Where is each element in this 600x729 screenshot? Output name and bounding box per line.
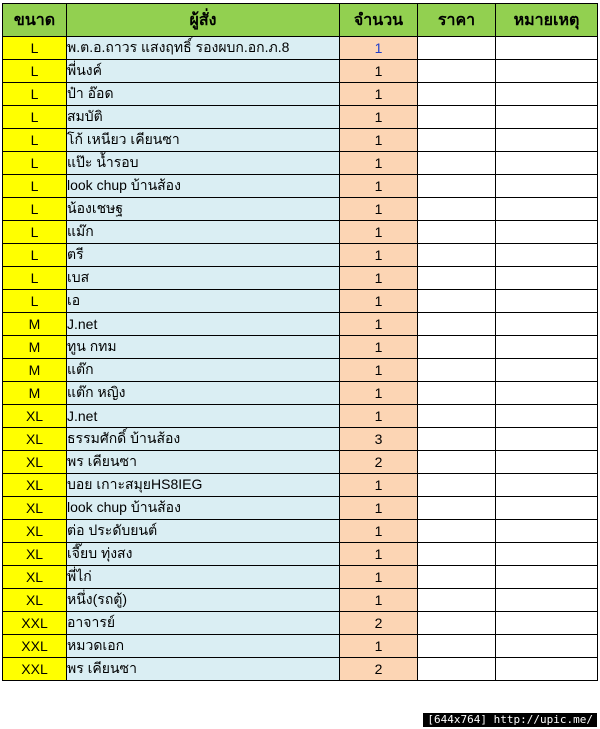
quantity-cell[interactable]: 1 bbox=[340, 497, 418, 520]
orderer-cell[interactable]: ต่อ ประดับยนต์ bbox=[67, 520, 340, 543]
quantity-cell[interactable]: 3 bbox=[340, 428, 418, 451]
size-cell[interactable]: XL bbox=[3, 543, 67, 566]
table-row bbox=[3, 336, 598, 359]
size-cell[interactable]: L bbox=[3, 175, 67, 198]
note-cell[interactable] bbox=[496, 313, 598, 336]
quantity-cell[interactable]: 1 bbox=[340, 359, 418, 382]
note-cell[interactable] bbox=[496, 175, 598, 198]
header-quantity[interactable]: จำนวน bbox=[340, 4, 418, 37]
price-cell[interactable] bbox=[418, 612, 496, 635]
upic-watermark: [644x764] http://upic.me/ bbox=[423, 713, 597, 727]
note-cell[interactable] bbox=[496, 520, 598, 543]
quantity-cell[interactable]: 1 bbox=[340, 635, 418, 658]
note-cell[interactable] bbox=[496, 474, 598, 497]
table-row bbox=[3, 589, 598, 612]
table-row bbox=[3, 451, 598, 474]
size-cell[interactable]: L bbox=[3, 290, 67, 313]
table-row bbox=[3, 106, 598, 129]
table-row bbox=[3, 129, 598, 152]
table-row bbox=[3, 566, 598, 589]
price-cell[interactable] bbox=[418, 497, 496, 520]
quantity-cell[interactable]: 1 bbox=[340, 83, 418, 106]
table-row bbox=[3, 405, 598, 428]
note-cell[interactable] bbox=[496, 198, 598, 221]
size-cell[interactable]: L bbox=[3, 37, 67, 60]
orderer-cell[interactable]: พี่ไก่ bbox=[67, 566, 340, 589]
quantity-cell[interactable]: 1 bbox=[340, 175, 418, 198]
note-cell[interactable] bbox=[496, 359, 598, 382]
quantity-cell[interactable]: 2 bbox=[340, 451, 418, 474]
note-cell[interactable] bbox=[496, 244, 598, 267]
price-cell[interactable] bbox=[418, 129, 496, 152]
header-note[interactable]: หมายเหตุ bbox=[496, 4, 598, 37]
table-row bbox=[3, 175, 598, 198]
quantity-cell[interactable]: 1 bbox=[340, 313, 418, 336]
size-cell[interactable]: L bbox=[3, 221, 67, 244]
quantity-cell[interactable]: 1 bbox=[340, 566, 418, 589]
price-cell[interactable] bbox=[418, 267, 496, 290]
orderer-cell[interactable]: แต๊ก หญิง bbox=[67, 382, 340, 405]
note-cell[interactable] bbox=[496, 267, 598, 290]
table-row bbox=[3, 244, 598, 267]
price-cell[interactable] bbox=[418, 175, 496, 198]
orderer-cell[interactable]: โก้ เหนียว เคียนซา bbox=[67, 129, 340, 152]
table-row bbox=[3, 543, 598, 566]
quantity-cell[interactable]: 1 bbox=[340, 382, 418, 405]
size-cell[interactable]: M bbox=[3, 359, 67, 382]
table-row bbox=[3, 428, 598, 451]
price-cell[interactable] bbox=[418, 221, 496, 244]
note-cell[interactable] bbox=[496, 336, 598, 359]
table-row bbox=[3, 497, 598, 520]
size-cell[interactable]: M bbox=[3, 336, 67, 359]
price-cell[interactable] bbox=[418, 106, 496, 129]
size-cell[interactable]: XXL bbox=[3, 635, 67, 658]
table-row bbox=[3, 635, 598, 658]
note-cell[interactable] bbox=[496, 658, 598, 681]
orderer-cell[interactable]: ตรี bbox=[67, 244, 340, 267]
quantity-cell[interactable]: 1 bbox=[340, 129, 418, 152]
price-cell[interactable] bbox=[418, 566, 496, 589]
orderer-cell[interactable]: อาจารย์ bbox=[67, 612, 340, 635]
table-row bbox=[3, 152, 598, 175]
quantity-cell[interactable]: 1 bbox=[340, 244, 418, 267]
quantity-cell[interactable]: 2 bbox=[340, 612, 418, 635]
quantity-cell[interactable]: 1 bbox=[340, 290, 418, 313]
table-row bbox=[3, 474, 598, 497]
size-cell[interactable]: XXL bbox=[3, 612, 67, 635]
table-row bbox=[3, 612, 598, 635]
note-cell[interactable] bbox=[496, 635, 598, 658]
size-cell[interactable]: L bbox=[3, 267, 67, 290]
orderer-cell[interactable]: J.net bbox=[67, 405, 340, 428]
quantity-cell[interactable]: 1 bbox=[340, 60, 418, 83]
note-cell[interactable] bbox=[496, 543, 598, 566]
price-cell[interactable] bbox=[418, 451, 496, 474]
size-cell[interactable]: L bbox=[3, 244, 67, 267]
note-cell[interactable] bbox=[496, 106, 598, 129]
header-size[interactable]: ขนาด bbox=[3, 4, 67, 37]
orderer-cell[interactable]: เอ bbox=[67, 290, 340, 313]
note-cell[interactable] bbox=[496, 589, 598, 612]
table-row bbox=[3, 60, 598, 83]
note-cell[interactable] bbox=[496, 37, 598, 60]
table-row bbox=[3, 198, 598, 221]
table-row bbox=[3, 290, 598, 313]
orderer-cell[interactable]: สมบัติ bbox=[67, 106, 340, 129]
note-cell[interactable] bbox=[496, 290, 598, 313]
note-cell[interactable] bbox=[496, 405, 598, 428]
price-cell[interactable] bbox=[418, 60, 496, 83]
price-cell[interactable] bbox=[418, 474, 496, 497]
price-cell[interactable] bbox=[418, 83, 496, 106]
price-cell[interactable] bbox=[418, 244, 496, 267]
table-body bbox=[3, 37, 598, 681]
note-cell[interactable] bbox=[496, 129, 598, 152]
orderer-cell[interactable]: พร เคียนซา bbox=[67, 658, 340, 681]
price-cell[interactable] bbox=[418, 428, 496, 451]
size-cell[interactable]: M bbox=[3, 313, 67, 336]
price-cell[interactable] bbox=[418, 198, 496, 221]
table-row bbox=[3, 359, 598, 382]
orderer-cell[interactable]: ทูน กทม bbox=[67, 336, 340, 359]
size-cell[interactable]: XL bbox=[3, 428, 67, 451]
orderer-cell[interactable]: น้องเชษฐ bbox=[67, 198, 340, 221]
quantity-cell[interactable]: 1 bbox=[340, 520, 418, 543]
size-cell[interactable]: L bbox=[3, 129, 67, 152]
table-row bbox=[3, 313, 598, 336]
price-cell[interactable] bbox=[418, 658, 496, 681]
size-cell[interactable]: L bbox=[3, 60, 67, 83]
size-cell[interactable]: L bbox=[3, 152, 67, 175]
orderer-cell[interactable]: look chup บ้านส้อง bbox=[67, 175, 340, 198]
note-cell[interactable] bbox=[496, 152, 598, 175]
note-cell[interactable] bbox=[496, 83, 598, 106]
note-cell[interactable] bbox=[496, 497, 598, 520]
header-price[interactable]: ราคา bbox=[418, 4, 496, 37]
table-row bbox=[3, 267, 598, 290]
price-cell[interactable] bbox=[418, 359, 496, 382]
table-row bbox=[3, 37, 598, 60]
note-cell[interactable] bbox=[496, 428, 598, 451]
note-cell[interactable] bbox=[496, 451, 598, 474]
size-cell[interactable]: XL bbox=[3, 451, 67, 474]
size-cell[interactable]: M bbox=[3, 382, 67, 405]
orderer-cell[interactable]: เจี๊ยบ ทุ่งสง bbox=[67, 543, 340, 566]
size-cell[interactable]: XL bbox=[3, 474, 67, 497]
orderer-cell[interactable]: ป๋า อ๊อด bbox=[67, 83, 340, 106]
price-cell[interactable] bbox=[418, 152, 496, 175]
note-cell[interactable] bbox=[496, 221, 598, 244]
size-cell[interactable]: XL bbox=[3, 405, 67, 428]
quantity-cell[interactable]: 2 bbox=[340, 658, 418, 681]
quantity-cell[interactable]: 1 bbox=[340, 267, 418, 290]
quantity-cell[interactable]: 1 bbox=[340, 37, 418, 60]
price-cell[interactable] bbox=[418, 290, 496, 313]
price-cell[interactable] bbox=[418, 382, 496, 405]
size-cell[interactable]: XL bbox=[3, 589, 67, 612]
orderer-cell[interactable]: แต๊ก bbox=[67, 359, 340, 382]
orderer-cell[interactable]: J.net bbox=[67, 313, 340, 336]
size-cell[interactable]: XL bbox=[3, 566, 67, 589]
orderer-cell[interactable]: พี่นงค์ bbox=[67, 60, 340, 83]
quantity-cell[interactable]: 1 bbox=[340, 589, 418, 612]
order-sheet-table bbox=[2, 3, 598, 681]
price-cell[interactable] bbox=[418, 589, 496, 612]
orderer-cell[interactable]: เบส bbox=[67, 267, 340, 290]
price-cell[interactable] bbox=[418, 313, 496, 336]
orderer-cell[interactable]: look chup บ้านส้อง bbox=[67, 497, 340, 520]
quantity-cell[interactable]: 1 bbox=[340, 106, 418, 129]
quantity-cell[interactable]: 1 bbox=[340, 543, 418, 566]
orderer-cell[interactable]: บอย เกาะสมุยHS8IEG bbox=[67, 474, 340, 497]
quantity-cell[interactable]: 1 bbox=[340, 405, 418, 428]
price-cell[interactable] bbox=[418, 405, 496, 428]
quantity-cell[interactable]: 1 bbox=[340, 198, 418, 221]
quantity-cell[interactable]: 1 bbox=[340, 336, 418, 359]
orderer-cell[interactable]: แม๊ก bbox=[67, 221, 340, 244]
size-cell[interactable]: XL bbox=[3, 497, 67, 520]
orderer-cell[interactable]: แป๊ะ น้ำรอบ bbox=[67, 152, 340, 175]
note-cell[interactable] bbox=[496, 382, 598, 405]
table-row bbox=[3, 520, 598, 543]
note-cell[interactable] bbox=[496, 60, 598, 83]
orderer-cell[interactable]: ธรรมศักดิ์ บ้านส้อง bbox=[67, 428, 340, 451]
table-row bbox=[3, 83, 598, 106]
header-row bbox=[3, 4, 598, 37]
note-cell[interactable] bbox=[496, 612, 598, 635]
header-orderer[interactable]: ผู้สั่ง bbox=[67, 4, 340, 37]
orderer-cell[interactable]: พร เคียนซา bbox=[67, 451, 340, 474]
size-cell[interactable]: L bbox=[3, 198, 67, 221]
quantity-cell[interactable]: 1 bbox=[340, 221, 418, 244]
table-row bbox=[3, 658, 598, 681]
note-cell[interactable] bbox=[496, 566, 598, 589]
orderer-cell[interactable]: หนึ่ง(รถตู้) bbox=[67, 589, 340, 612]
table-row bbox=[3, 221, 598, 244]
price-cell[interactable] bbox=[418, 336, 496, 359]
size-cell[interactable]: XXL bbox=[3, 658, 67, 681]
quantity-cell[interactable]: 1 bbox=[340, 474, 418, 497]
price-cell[interactable] bbox=[418, 37, 496, 60]
quantity-cell[interactable]: 1 bbox=[340, 152, 418, 175]
orderer-cell[interactable]: พ.ต.อ.ถาวร แสงฤทธิ์ รองผบก.อก.ภ.8 bbox=[67, 37, 340, 60]
price-cell[interactable] bbox=[418, 543, 496, 566]
price-cell[interactable] bbox=[418, 520, 496, 543]
size-cell[interactable]: L bbox=[3, 83, 67, 106]
table-row bbox=[3, 382, 598, 405]
orderer-cell[interactable]: หมวดเอก bbox=[67, 635, 340, 658]
size-cell[interactable]: L bbox=[3, 106, 67, 129]
price-cell[interactable] bbox=[418, 635, 496, 658]
size-cell[interactable]: XL bbox=[3, 520, 67, 543]
